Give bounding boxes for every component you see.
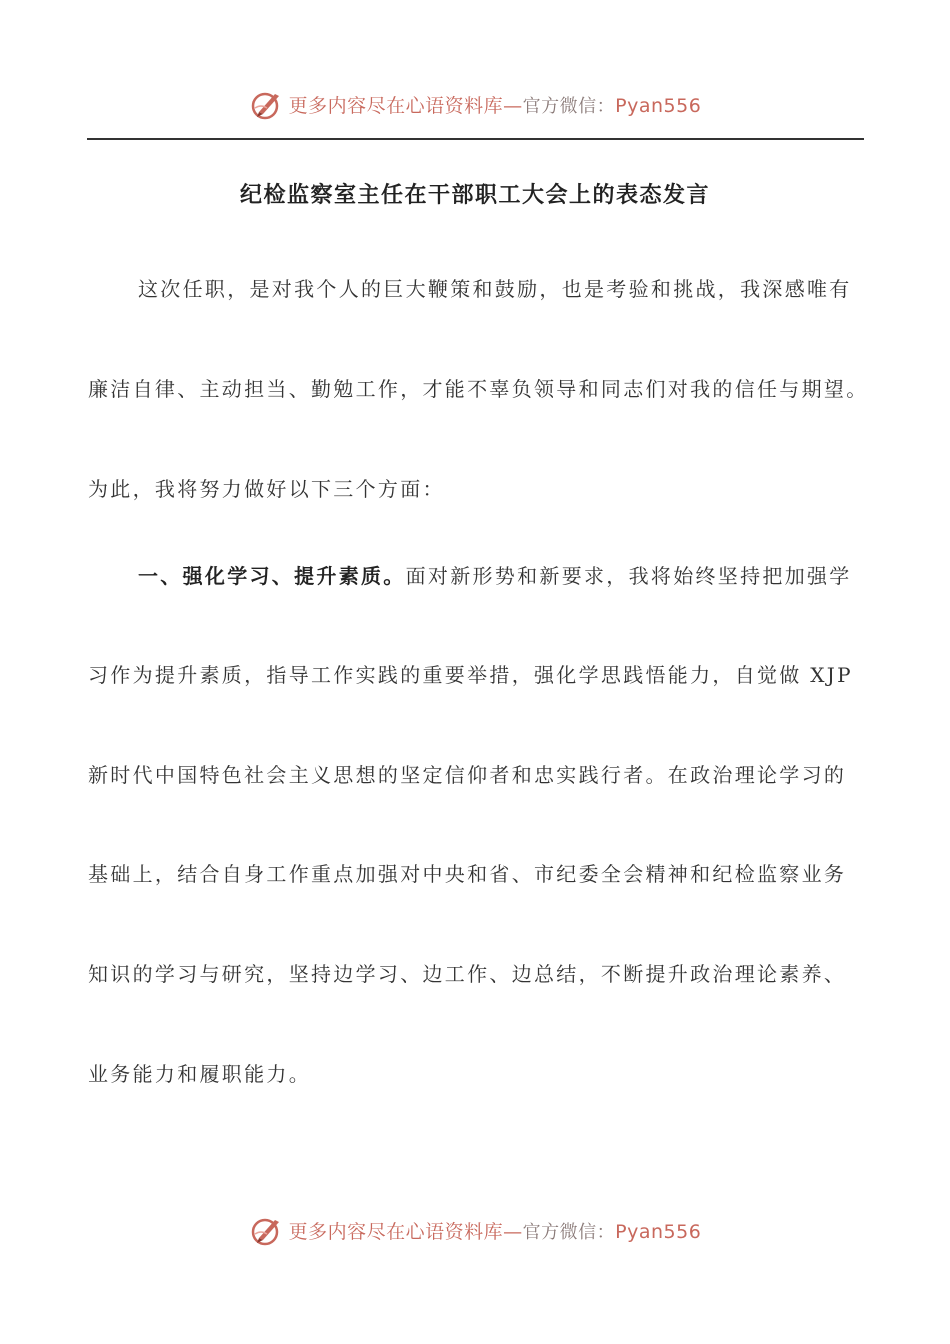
- header-separator: —: [503, 94, 523, 117]
- header-banner: [0, 84, 950, 124]
- footer-banner: [0, 1210, 950, 1250]
- document-title: 纪检监察室主任在干部职工大会上的表态发言: [239, 183, 710, 208]
- paragraph-line-2: 廉洁自律、主动担当、勤勉工作，才能不辜负领导和同志们对我的信任与期望。: [88, 377, 869, 401]
- section1-first-rest: 面对新形势和新要求，我将始终坚持把加强学: [405, 564, 852, 588]
- header-brand-text: 更多内容尽在心语资料库: [288, 94, 504, 117]
- section1-line-3: 新时代中国特色社会主义思想的坚定信仰者和忠实践行者。在政治理论学习的: [88, 763, 847, 787]
- header-divider: [87, 138, 864, 140]
- footer-wechat-id: Pyan556: [615, 1220, 702, 1243]
- pen-logo-icon: [249, 1212, 285, 1248]
- footer-wechat-label: 官方微信：: [522, 1221, 616, 1243]
- header-banner-inner: [249, 86, 702, 122]
- header-wechat-id: Pyan556: [615, 94, 702, 117]
- footer-brand-text: 更多内容尽在心语资料库: [288, 1220, 504, 1243]
- footer-banner-inner: [249, 1212, 702, 1248]
- section1-line-4: 基础上，结合自身工作重点加强对中央和省、市纪委全会精神和纪检监察业务: [88, 862, 847, 886]
- header-banner-text: [289, 91, 702, 118]
- section1-line-5: 知识的学习与研究，坚持边学习、边工作、边总结，不断提升政治理论素养、: [88, 962, 847, 986]
- footer-separator: —: [503, 1220, 523, 1243]
- section1-line-6: 业务能力和履职能力。: [88, 1062, 311, 1086]
- paragraph-line-1: 这次任职，是对我个人的巨大鞭策和鼓励，也是考验和挑战，我深感唯有: [138, 277, 852, 301]
- section1-first-line: [138, 560, 852, 589]
- section1-heading: 一、强化学习、提升素质。: [138, 564, 406, 588]
- section1-line-2: 习作为提升素质，指导工作实践的重要举措，强化学思践悟能力，自觉做 XJP: [88, 663, 853, 687]
- pen-logo-icon: [249, 86, 285, 122]
- footer-banner-text: [289, 1217, 702, 1244]
- header-wechat-label: 官方微信：: [522, 95, 616, 117]
- paragraph-line-3: 为此，我将努力做好以下三个方面：: [88, 477, 445, 501]
